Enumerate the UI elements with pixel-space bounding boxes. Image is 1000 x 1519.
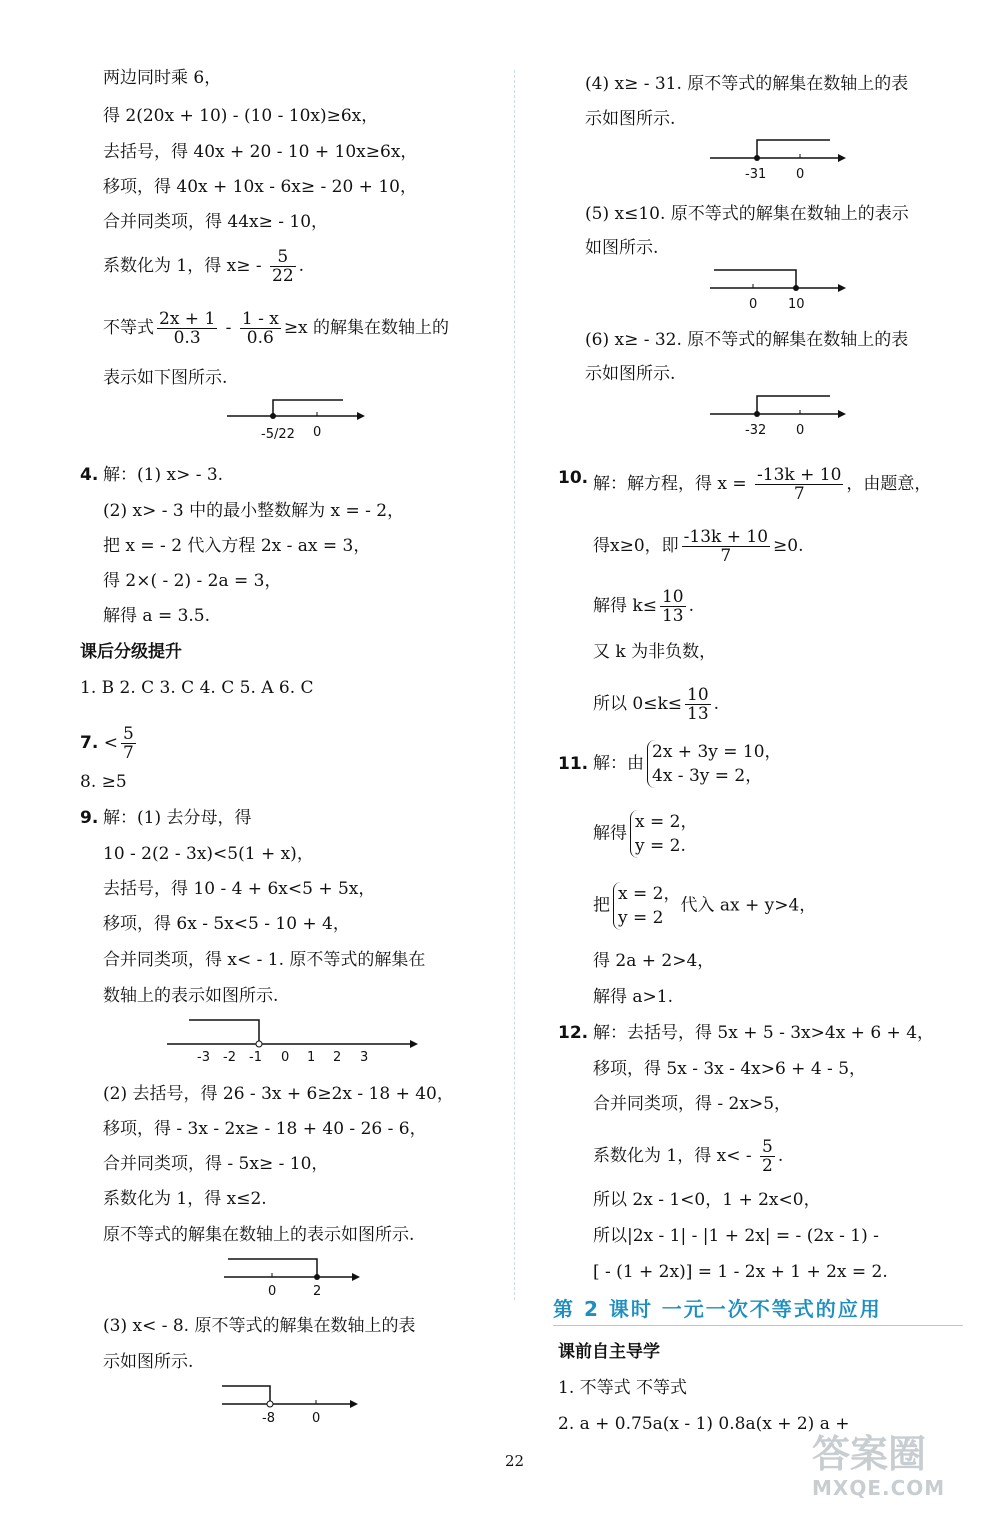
number-line (222, 1255, 362, 1306)
text-line: (5) x≤10. 原不等式的解集在数轴上的表示 (585, 204, 909, 224)
section-heading: 课后分级提升 (80, 642, 182, 662)
number-line (165, 1016, 420, 1067)
text-line: 所以 2x - 1<0，1 + 2x<0， (593, 1190, 821, 1210)
text-line: (2) x> - 3 中的最小整数解为 x = - 2， (103, 501, 405, 521)
text-line: 解得 x = 2， y = 2. (593, 812, 698, 856)
watermark-url: MXQE.COM (812, 1476, 946, 1500)
answer-line: 1. B 2. C 3. C 4. C 5. A 6. C (80, 678, 314, 698)
tick-label: 0 (281, 1050, 290, 1062)
fraction: $\frac{5}{2}$ (762, 1137, 773, 1176)
text-line: 移项，得 - 3x - 2x≥ - 18 + 40 - 26 - 6， (103, 1119, 427, 1139)
number-line (225, 398, 365, 449)
tick-label: 10 (788, 297, 805, 312)
watermark (812, 1432, 992, 1512)
equation-system: 2x + 3y = 10， 4x - 3y = 2， (647, 740, 782, 788)
tick-label: -32 (745, 423, 767, 438)
text-line: 把 x = 2， y = 2 代入 ax + y>4， (593, 884, 817, 928)
fraction: $\frac{1 - x}{0.6}$ (241, 309, 279, 348)
text-line: 移项，得 5x - 3x - 4x>6 + 4 - 5， (593, 1059, 867, 1079)
equation-system: x = 2， y = 2. (630, 810, 697, 858)
text-line: 合并同类项，得 - 5x≥ - 10， (103, 1154, 329, 1174)
column-divider (514, 70, 515, 1300)
tick-label: 0 (796, 167, 805, 182)
lesson-title: 第 2 课时 一元一次不等式的应用 (553, 1293, 963, 1326)
equation-system: x = 2， y = 2 (613, 882, 680, 930)
text-line: 合并同类项，得 44x≥ - 10， (103, 212, 329, 232)
text-line: 得 2(20x + 10) - (10 - 10x)≥6x， (103, 106, 379, 126)
text-line: 10 - 2(2 - 3x)<5(1 + x)， (103, 844, 314, 864)
answer-line: 7. < $\frac{5}{7}$ (80, 724, 134, 763)
tick-label: -5/22 (261, 427, 295, 442)
fraction: $\frac{-13k + 10}{7}$ (757, 465, 842, 504)
text-line: [ - (1 + 2x)] = 1 - 2x + 1 + 2x = 2. (593, 1262, 888, 1282)
section-heading: 课前自主导学 (558, 1342, 660, 1362)
answer-line: 8. ≥5 (80, 772, 127, 792)
fraction: $\frac{10}{13}$ (687, 685, 709, 724)
tick-label: 2 (333, 1050, 342, 1062)
page-number: 22 (505, 1452, 525, 1470)
text-line: 解得 k≤ $\frac{10}{13}$ . (593, 587, 694, 626)
text-line: 所以 0≤k≤ $\frac{10}{13}$ . (593, 685, 720, 724)
text-line: 原不等式的解集在数轴上的表示如图所示. (103, 1225, 415, 1245)
tick-label: 0 (796, 423, 805, 438)
text-line: 示如图所示. (103, 1352, 194, 1372)
tick-label: 0 (749, 297, 758, 312)
text-line: (4) x≥ - 31. 原不等式的解集在数轴上的表 (585, 74, 909, 94)
number-line (708, 392, 848, 443)
tick-label: 2 (313, 1284, 322, 1299)
question-number: 4. (80, 465, 99, 485)
tick-label: 0 (312, 1411, 321, 1426)
text-line: 示如图所示. (585, 109, 676, 129)
tick-label: -2 (223, 1050, 236, 1062)
text-line: 系数化为 1，得 x≥ - $\frac{5}{22}$ . (103, 247, 305, 286)
number-line (220, 1380, 360, 1431)
question-number: 12. (558, 1023, 589, 1043)
text-line: 系数化为 1，得 x≤2. (103, 1189, 267, 1209)
number-line (708, 266, 848, 317)
tick-label: -31 (745, 167, 767, 182)
number-line (708, 136, 848, 187)
text-line: 得 2×( - 2) - 2a = 3， (103, 571, 282, 591)
text-line: 数轴上的表示如图所示. (103, 986, 279, 1006)
text-line: 两边同时乘 6， (103, 68, 222, 88)
tick-label: -1 (249, 1050, 262, 1062)
fraction: $\frac{2x + 1}{0.3}$ (159, 309, 216, 348)
answer-line: 2. a + 0.75a(x - 1) 0.8a(x + 2) a + (558, 1414, 850, 1434)
fraction: $\frac{-13k + 10}{7}$ (683, 527, 769, 566)
text-line: 解：解方程，得 x = $\frac{-13k + 10}{7}$ ，由题意， (593, 465, 932, 504)
watermark-logo: 答案圈 (812, 1432, 927, 1476)
text-line: 解：由 2x + 3y = 10， 4x - 3y = 2， (593, 742, 782, 786)
text-line: (6) x≥ - 32. 原不等式的解集在数轴上的表 (585, 330, 909, 350)
question-number: 9. (80, 808, 99, 828)
text-line: 移项，得 6x - 5x<5 - 10 + 4， (103, 914, 350, 934)
text-line: 去括号，得 10 - 4 + 6x<5 + 5x， (103, 879, 376, 899)
text-line: (3) x< - 8. 原不等式的解集在数轴上的表 (103, 1316, 416, 1336)
text-line: 解得 a>1. (593, 987, 674, 1007)
text-line: 去括号，得 40x + 20 - 10 + 10x≥6x， (103, 142, 418, 162)
text-line: (2) 去括号，得 26 - 3x + 6≥2x - 18 + 40， (103, 1084, 454, 1104)
fraction: $\frac{10}{13}$ (661, 587, 684, 626)
text-line: 表示如下图所示. (103, 368, 228, 388)
text-line: 示如图所示. (585, 364, 676, 384)
text-line: 所以|2x - 1| - |1 + 2x| = - (2x - 1) - (593, 1226, 879, 1246)
text-line: 不等式 $\frac{2x + 1}{0.3}$ - $\frac{1 - x}{0.6}$ ≥x 的解集在数轴上的 (103, 309, 450, 348)
text-line: 合并同类项，得 x< - 1. 原不等式的解集在 (103, 950, 426, 970)
fraction: $\frac{5}{22}$ (272, 247, 294, 286)
tick-label: 3 (360, 1050, 369, 1062)
tick-label: 1 (307, 1050, 316, 1062)
text-line: 合并同类项，得 - 2x>5， (593, 1094, 792, 1114)
tick-label: -3 (197, 1050, 210, 1062)
fraction: $\frac{5}{7}$ (122, 724, 134, 763)
text-line: 移项，得 40x + 10x - 6x≥ - 20 + 10， (103, 177, 417, 197)
text-line: 解：(1) x> - 3. (103, 465, 224, 485)
text-line: 得 2a + 2>4， (593, 951, 715, 971)
text-line: 得x≥0，即 $\frac{-13k + 10}{7}$ ≥0. (593, 527, 804, 566)
text-line: 系数化为 1，得 x< - $\frac{5}{2}$ . (593, 1137, 784, 1176)
question-number: 10. (558, 468, 589, 488)
question-number: 11. (558, 754, 589, 774)
text-line: 解：去括号，得 5x + 5 - 3x>4x + 6 + 4， (593, 1023, 935, 1043)
text-line: 如图所示. (585, 238, 659, 258)
tick-label: 0 (268, 1284, 277, 1299)
text-line: 解：(1) 去分母，得 (103, 808, 252, 828)
answer-line: 1. 不等式 不等式 (558, 1378, 688, 1398)
text-line: 又 k 为非负数， (593, 642, 717, 662)
tick-label: 0 (313, 425, 322, 440)
text-line: 把 x = - 2 代入方程 2x - ax = 3， (103, 536, 371, 556)
text-line: 解得 a = 3.5. (103, 606, 211, 626)
tick-label: -8 (262, 1411, 275, 1426)
